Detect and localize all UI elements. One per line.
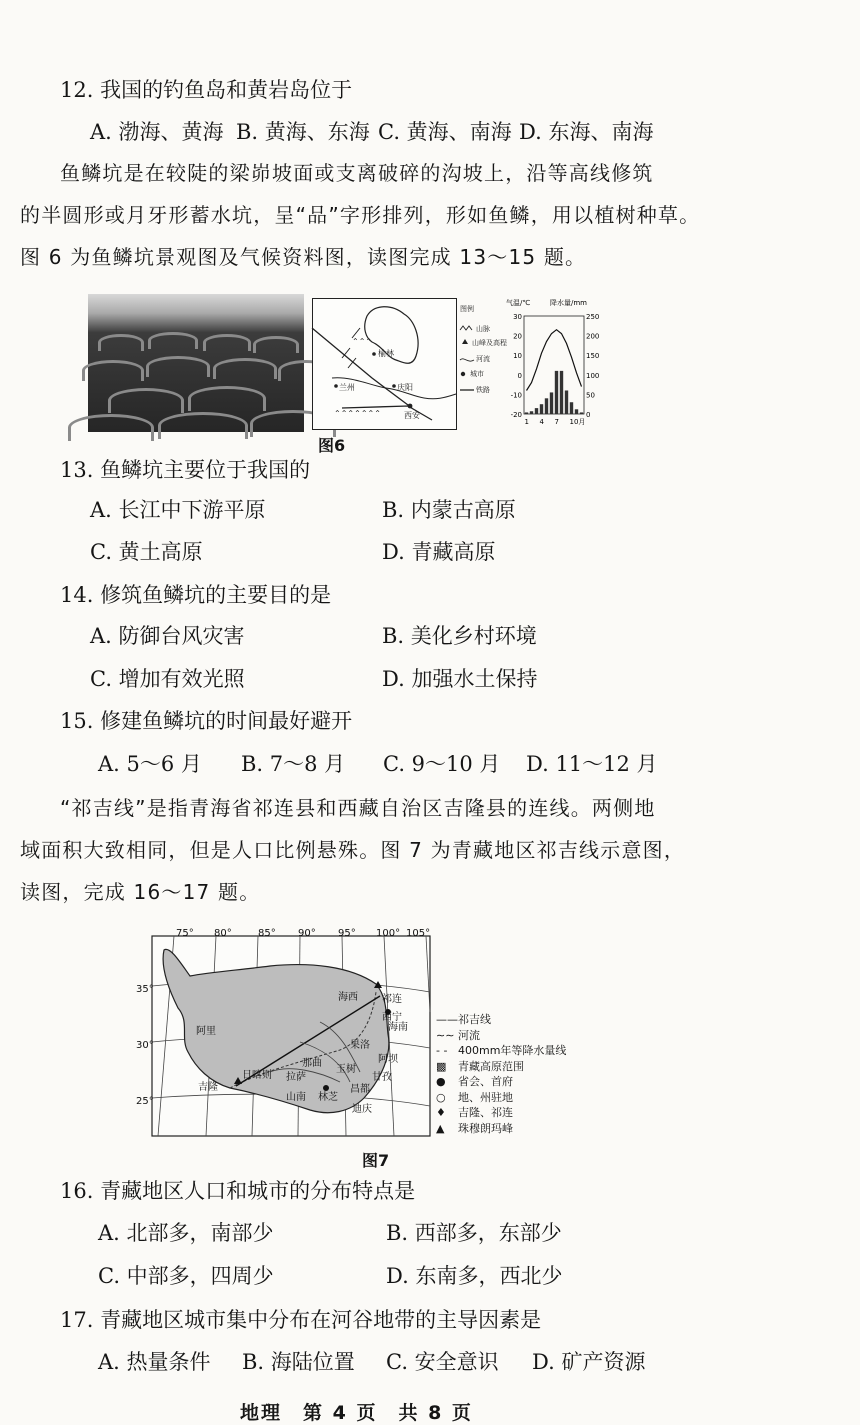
chart-ytick-right: 100 [586, 371, 600, 380]
q13-option-c: C. 黄土高原 [90, 540, 203, 564]
legend-peak: 山峰及高程 [472, 339, 507, 347]
page-footer: 地理 第 4 页 共 8 页 [240, 1402, 473, 1424]
q17-option-b: B. 海陆位置 [242, 1350, 355, 1374]
q15-option-d: D. 11～12 月 [526, 752, 658, 776]
place-ali: 阿里 [196, 1026, 216, 1037]
lat-label-35: 35° [136, 984, 154, 995]
place-jilong: 吉隆 [198, 1082, 218, 1093]
q13-option-d: D. 青藏高原 [382, 540, 496, 564]
q12-option-c: C. 黄海、南海 [378, 120, 512, 144]
place-diqing: 迪庆 [352, 1104, 372, 1115]
chart-ytick-left: 30 [513, 313, 522, 321]
place-changdu: 昌都 [350, 1084, 370, 1095]
map-label-yulin: 榆林 [378, 349, 394, 358]
chart-ytick-right: 250 [586, 313, 600, 321]
precip-bar [535, 408, 538, 414]
map-label-qingyang: 庆阳 [397, 383, 413, 392]
legend7-everest: 珠穆朗玛峰 [458, 1121, 513, 1135]
chart-ytick-left: 0 [517, 371, 522, 380]
fish-scale-pit-photo [88, 294, 304, 432]
chart-xtick: 10月 [569, 418, 586, 426]
lat-label-30: 30° [136, 1040, 154, 1051]
place-lasa: 拉萨 [286, 1072, 306, 1083]
place-linzhi: 林芝 [318, 1092, 338, 1103]
legend7-qiji-line: 祁吉线 [458, 1013, 491, 1026]
svg-text:⌃⌃⌃⌃⌃⌃⌃: ⌃⌃⌃⌃⌃⌃⌃ [334, 409, 381, 418]
precip-bar [540, 404, 543, 414]
chart-xtick: 7 [554, 418, 559, 426]
climate-chart [506, 296, 606, 428]
lon-label-80: 80° [214, 928, 232, 939]
precip-bar [545, 398, 548, 414]
legend7-capital: 省会、首府 [458, 1075, 513, 1088]
q12-stem: 12. 我国的钓鱼岛和黄岩岛位于 [60, 78, 353, 102]
chart-ytick-left: 20 [513, 332, 522, 341]
q13-option-a: A. 长江中下游平原 [90, 498, 266, 522]
legend7-jilong-qilian: 吉隆、祁连 [458, 1106, 513, 1119]
lon-label-105: 105° [406, 928, 431, 939]
figure7-legend: ——祁吉线 ∼∼ 河流 - - 400mm年等降水量线 ▩ 青藏高原范围 ● 省会、首府 ○ 地、州驻地 ♦ 吉隆、祁连 ▲ 珠穆朗玛峰 [436, 1013, 567, 1135]
precip-bar [570, 402, 573, 414]
q13-option-b: B. 内蒙古高原 [382, 498, 516, 522]
place-xining: 西宁 [382, 1012, 402, 1023]
legend-city: 城市 [470, 370, 484, 378]
passage1-line-3: 图 6 为鱼鳞坑景观图及气候资料图，读图完成 13～15 题。 [20, 245, 587, 269]
q16-option-b: B. 西部多，东部少 [386, 1221, 562, 1245]
q15-option-c: C. 9～10 月 [383, 752, 501, 776]
q15-option-b: B. 7～8 月 [241, 752, 346, 776]
q12-option-d: D. 东海、南海 [519, 120, 654, 144]
q14-option-d: D. 加强水土保持 [382, 667, 538, 691]
chart-ytick-left: -20 [510, 411, 522, 419]
q14-stem: 14. 修筑鱼鳞坑的主要目的是 [60, 583, 332, 607]
lon-label-75: 75° [176, 928, 194, 939]
q16-option-a: A. 北部多，南部少 [98, 1221, 274, 1245]
precip-bar [530, 411, 533, 414]
legend-railway: 铁路 [476, 386, 490, 394]
q14-option-a: A. 防御台风灾害 [90, 624, 245, 648]
precip-bar [580, 412, 583, 414]
passage1-line-2: 的半圆形或月牙形蓄水坑，呈“品”字形排列，形如鱼鳞，用以植树种草。 [20, 203, 701, 227]
map-legend-title: 图例 [460, 305, 474, 313]
legend-river: 河流 [476, 355, 490, 363]
place-naqu: 那曲 [302, 1058, 322, 1069]
chart-ytick-left: -10 [510, 391, 522, 400]
q17-option-d: D. 矿产资源 [532, 1350, 646, 1374]
place-qilian: 祁连 [382, 994, 402, 1005]
passage1-line-1: 鱼鳞坑是在较陡的梁峁坡面或支离破碎的沟坡上，沿等高线修筑 [60, 161, 654, 185]
precip-bar [565, 390, 568, 414]
legend-mountain: 山脉 [476, 325, 490, 333]
figure7-caption: 图7 [362, 1151, 390, 1170]
lon-label-95: 95° [338, 928, 356, 939]
precip-bar [555, 371, 558, 414]
passage2-line-1: “祁吉线”是指青海省祁连县和西藏自治区吉隆县的连线。两侧地 [60, 796, 656, 820]
q12-option-b: B. 黄海、东海 [236, 120, 370, 144]
precip-bar [525, 412, 528, 414]
q15-option-a: A. 5～6 月 [98, 752, 202, 776]
q16-option-c: C. 中部多，四周少 [98, 1264, 274, 1288]
chart-xtick: 4 [539, 418, 544, 426]
temperature-line [527, 330, 582, 391]
loess-location-map [312, 298, 457, 430]
place-ganzi: 甘孜 [372, 1072, 392, 1083]
place-aba: 阿坝 [378, 1054, 398, 1065]
chart-ytick-right: 50 [586, 391, 595, 400]
legend7-plateau-range: 青藏高原范围 [458, 1059, 524, 1073]
chart-ytick-right: 150 [586, 352, 600, 361]
passage2-line-3: 读图，完成 16～17 题。 [20, 880, 261, 904]
map-legend [458, 302, 508, 402]
q14-option-b: B. 美化乡村环境 [382, 624, 537, 648]
place-yushu: 玉树 [336, 1064, 356, 1075]
q13-stem: 13. 鱼鳞坑主要位于我国的 [60, 458, 311, 482]
chart-xtick: 1 [524, 418, 529, 426]
lat-label-25: 25° [136, 1096, 154, 1107]
q17-option-a: A. 热量条件 [98, 1350, 211, 1374]
q17-stem: 17. 青藏地区城市集中分布在河谷地带的主导因素是 [60, 1308, 542, 1332]
legend7-isohyet: 400mm年等降水量线 [458, 1044, 567, 1057]
place-haixi: 海西 [338, 992, 358, 1003]
q15-stem: 15. 修建鱼鳞坑的时间最好避开 [60, 709, 353, 733]
precip-bar [550, 392, 553, 414]
lon-label-100: 100° [376, 928, 401, 939]
place-shannan: 山南 [286, 1092, 306, 1103]
passage2-line-2: 域面积大致相同，但是人口比例悬殊。图 7 为青藏地区祁吉线示意图， [20, 838, 686, 862]
map-label-lanzhou: 兰州 [339, 383, 355, 392]
qinghai-tibet-map [136, 922, 434, 1138]
svg-text:⌃⌃⌃: ⌃⌃⌃ [352, 337, 373, 346]
q16-option-d: D. 东南多，西北少 [386, 1264, 563, 1288]
place-rikaze: 日喀则 [242, 1070, 272, 1081]
q12-option-a: A. 渤海、黄海 [90, 120, 224, 144]
chart-frame [524, 316, 584, 414]
legend7-prefecture-seat: 地、州驻地 [458, 1090, 513, 1104]
lon-label-85: 85° [258, 928, 276, 939]
chart-ylabel-left: 气温/℃ [506, 299, 531, 307]
precip-bar [560, 371, 563, 414]
place-guoluo: 果洛 [350, 1040, 370, 1051]
lon-label-90: 90° [298, 928, 316, 939]
q17-option-c: C. 安全意识 [386, 1350, 499, 1374]
chart-ytick-right: 200 [586, 332, 600, 341]
q14-option-c: C. 增加有效光照 [90, 667, 245, 691]
figure6-caption: 图6 [318, 436, 346, 455]
place-hainan: 海南 [388, 1022, 408, 1033]
q16-stem: 16. 青藏地区人口和城市的分布特点是 [60, 1179, 416, 1203]
chart-ylabel-right: 降水量/mm [550, 299, 587, 307]
chart-ytick-left: 10 [513, 352, 522, 361]
precip-bar [575, 409, 578, 414]
chart-ytick-right: 0 [586, 411, 591, 419]
map-label-xian: 西安 [404, 411, 420, 420]
legend7-river: 河流 [458, 1028, 480, 1042]
